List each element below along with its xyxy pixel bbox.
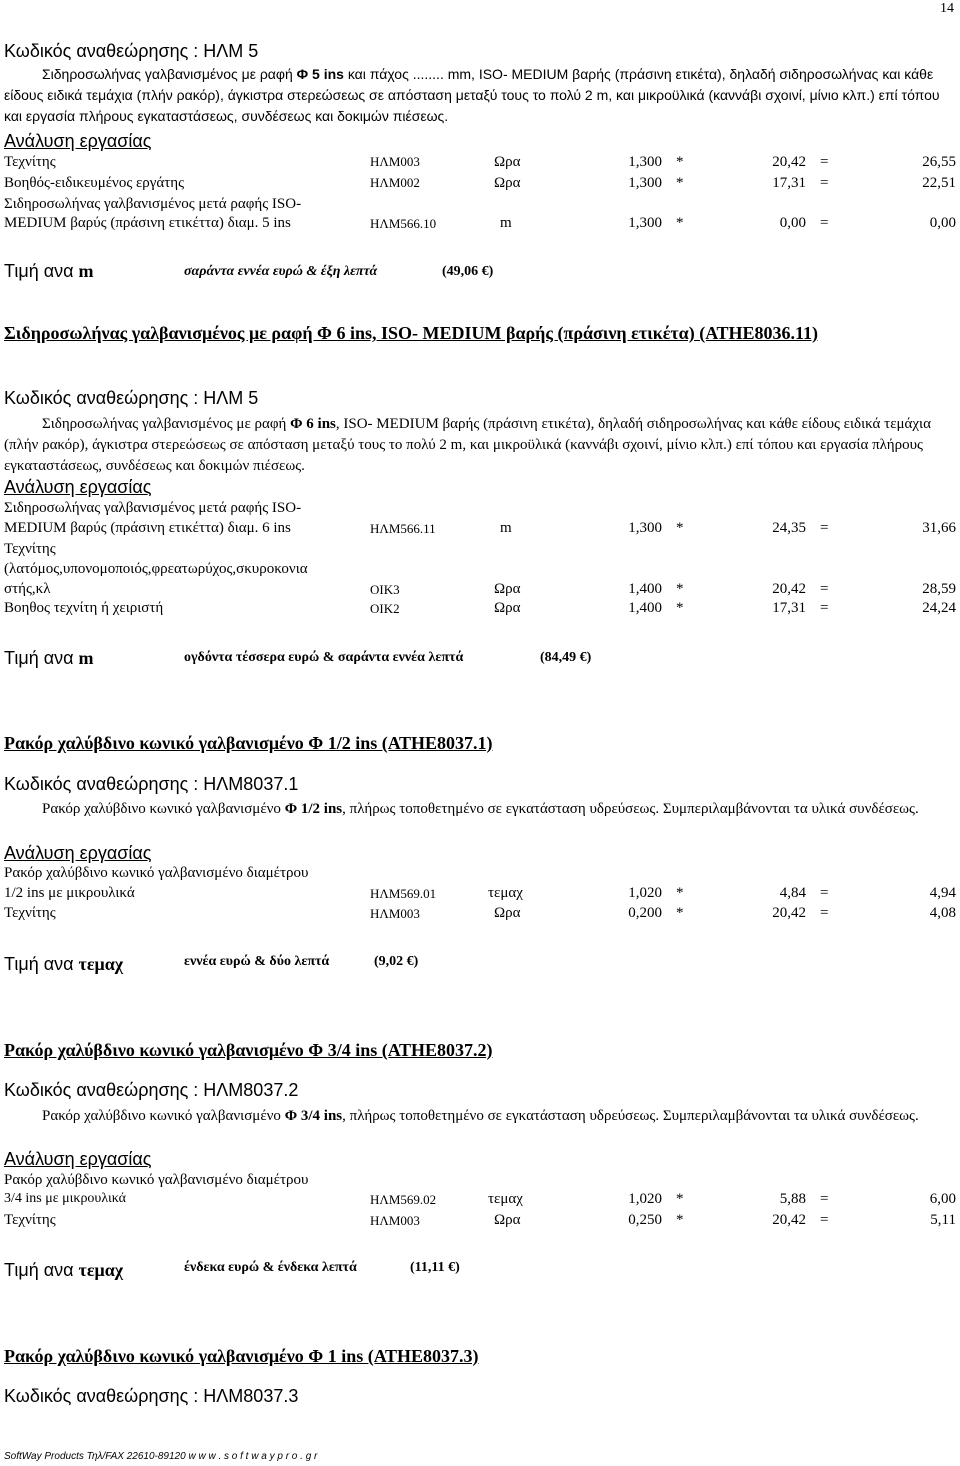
revision-code-line [4, 1079, 298, 1101]
revision-code-line [4, 773, 298, 795]
row-code: ΟΙΚ2 [370, 601, 400, 616]
price-label: Τιμή ανα [4, 648, 79, 668]
row-qty: 1,300 [628, 520, 662, 536]
description-text: Σιδηροσωλήνας γαλβανισμένος με ραφή [42, 66, 297, 82]
price-unit: τεμαχ [78, 1260, 124, 1280]
unit-price-line [4, 955, 123, 975]
description-text: , ISO- MEDIUM βαρής (πράσινη ετικέτα), δηλαδή σιδηροσωλήνας και κάθε είδους ειδικά τεμάχια (πλήν ρακόρ), άγκιστρα στερεώσεως σε απόσταση μεταξύ τους το πολύ 2 m, και μικροϋλικά (καννάβι σχοινί, μίνιο κλπ.) επί τόπου και εργασία πλήρους εγκαταστάσεως, συνδέσεως και δοκιμών πιέσεως. [4, 416, 931, 474]
row-unit: Ωρα [494, 154, 521, 170]
row-op: * [676, 175, 684, 191]
row-desc: Βοηθος τεχνίτη ή χειριστή [4, 600, 164, 616]
row-code: ΗΛΜ566.10 [370, 216, 437, 231]
row-eq: = [820, 175, 829, 191]
revision-code: ΗΛΜ8037.3 [203, 1386, 299, 1406]
price-words: ένδεκα ευρώ & ένδεκα λεπτά [184, 1260, 357, 1275]
row-qty: 1,020 [628, 1191, 662, 1207]
row-desc: Τεχνίτης [4, 154, 56, 170]
revision-label: Κωδικός αναθεώρησης : [4, 774, 204, 794]
page-number: 14 [940, 1, 954, 16]
row-price: 20,42 [772, 905, 806, 921]
row-desc: Σιδηροσωλήνας γαλβανισμένος μετά ραφής ISO- [4, 500, 302, 516]
revision-code-line [4, 1385, 298, 1407]
description-text: , πλήρως τοποθετημένο σε εγκατάσταση υδρεύσεως. Συμπεριλαμβάνονται τα υλικά συνδέσεως. [342, 801, 919, 817]
row-total: 6,00 [929, 1191, 956, 1207]
row-price: 5,88 [779, 1191, 806, 1207]
row-desc: Ρακόρ χαλύβδινο κωνικό γαλβανισμένο διαμέτρου [4, 1172, 309, 1188]
row-unit: Ωρα [494, 175, 521, 191]
row-desc: MEDIUM βαρύς (πράσινη ετικέττα) διαμ. 5 ins [4, 215, 291, 231]
row-op: * [676, 885, 684, 901]
price-unit: m [78, 648, 94, 668]
row-eq: = [820, 154, 829, 170]
row-total: 26,55 [922, 154, 956, 170]
row-code: ΗΛΜ569.02 [370, 1192, 437, 1207]
unit-price-line [4, 1261, 123, 1281]
row-eq: = [820, 885, 829, 901]
row-price: 17,31 [772, 175, 806, 191]
row-qty: 1,020 [628, 885, 662, 901]
row-desc: (λατόμος,υπονομοποιός,φρεατωρύχος,σκυροκονια [4, 561, 308, 577]
revision-label: Κωδικός αναθεώρησης : [4, 388, 204, 408]
row-unit: Ωρα [494, 581, 521, 597]
revision-code-line [4, 40, 258, 62]
row-total: 4,08 [929, 905, 956, 921]
row-unit: τεμαχ [488, 885, 523, 901]
description-bold: Φ 1/2 ins [284, 801, 343, 817]
row-unit: Ωρα [494, 600, 521, 616]
row-desc: Τεχνίτης [4, 541, 56, 557]
row-desc: Σιδηροσωλήνας γαλβανισμένος μετά ραφής ISO- [4, 196, 302, 212]
revision-code: ΗΛΜ 5 [203, 41, 259, 61]
row-desc: Ρακόρ χαλύβδινο κωνικό γαλβανισμένο διαμέτρου [4, 865, 309, 881]
row-price: 0,00 [779, 215, 806, 231]
revision-label: Κωδικός αναθεώρησης : [4, 1080, 204, 1100]
revision-code: ΗΛΜ8037.1 [203, 774, 299, 794]
row-total: 24,24 [922, 600, 956, 616]
description-bold: Φ 6 ins [290, 416, 336, 432]
row-eq: = [820, 581, 829, 597]
row-eq: = [820, 1191, 829, 1207]
row-code: ΗΛΜ003 [370, 154, 420, 169]
row-desc: 3/4 ins με μικρουλικά [4, 1191, 127, 1206]
row-eq: = [820, 520, 829, 536]
section-heading: Ρακόρ χαλύβδινο κωνικό γαλβανισμένο Φ 3/4 ins (ΑΤΗΕ8037.2) [4, 1040, 493, 1060]
row-qty: 1,300 [628, 154, 662, 170]
section-description [4, 414, 956, 477]
row-code: ΟΙΚ3 [370, 582, 400, 597]
row-total: 28,59 [922, 581, 956, 597]
row-desc: Τεχνίτης [4, 1212, 56, 1228]
row-qty: 1,400 [628, 581, 662, 597]
row-op: * [676, 600, 684, 616]
price-number: (49,06 €) [442, 264, 494, 279]
revision-code: ΗΛΜ8037.2 [203, 1080, 299, 1100]
row-price: 24,35 [772, 520, 806, 536]
row-op: * [676, 581, 684, 597]
row-eq: = [820, 1212, 829, 1228]
row-op: * [676, 215, 684, 231]
analysis-heading: Ανάλυση εργασίας [4, 477, 152, 497]
section-heading: Σιδηροσωλήνας γαλβανισμένος με ραφή Φ 6 ins, ISO- MEDIUM βαρής (πράσινη ετικέτα) (ΑΤΗΕ8036.11) [4, 323, 818, 343]
row-eq: = [820, 905, 829, 921]
row-code: ΗΛΜ569.01 [370, 886, 437, 901]
row-qty: 0,200 [628, 905, 662, 921]
revision-code: ΗΛΜ 5 [203, 388, 259, 408]
row-qty: 1,300 [628, 215, 662, 231]
analysis-heading: Ανάλυση εργασίας [4, 131, 152, 151]
price-label: Τιμή ανα [4, 1260, 79, 1280]
description-text: και πάχος ........ mm, ISO- MEDIUM βαρής (πράσινη ετικέτα), δηλαδή σιδηροσωλήνας και κάθε είδους ειδικά τεμάχια (πλήν ρακόρ), άγκιστρα στερεώσεως σε απόσταση μεταξύ τους το πολύ 2 m, και μικροϋλικά (καννάβι σχοινί, μίνιο κλπ.) επί τόπου και εργασία πλήρους εγκαταστάσεως, συνδέσεως και δοκιμών πιέσεως. [4, 66, 940, 124]
analysis-heading: Ανάλυση εργασίας [4, 1149, 152, 1169]
row-qty: 1,300 [628, 175, 662, 191]
description-text: Σιδηροσωλήνας γαλβανισμένος με ραφή [42, 416, 291, 432]
row-unit: m [500, 520, 512, 536]
row-desc: 1/2 ins με μικρουλικά [4, 885, 135, 901]
revision-label: Κωδικός αναθεώρησης : [4, 1386, 204, 1406]
row-desc: MEDIUM βαρύς (πράσινη ετικέττα) διαμ. 6 ins [4, 520, 291, 536]
row-code: ΗΛΜ002 [370, 175, 420, 190]
row-op: * [676, 1212, 684, 1228]
price-words: ογδόντα τέσσερα ευρώ & σαράντα εννέα λεπτά [184, 650, 464, 665]
price-number: (9,02 €) [374, 954, 419, 969]
price-label: Τιμή ανα [4, 261, 79, 281]
price-unit: τεμαχ [78, 954, 124, 974]
unit-price-line [4, 262, 94, 282]
row-unit: τεμαχ [488, 1191, 523, 1207]
unit-price-line [4, 649, 94, 669]
row-unit: Ωρα [494, 905, 521, 921]
price-number: (11,11 €) [410, 1260, 460, 1275]
row-eq: = [820, 600, 829, 616]
row-op: * [676, 154, 684, 170]
row-code: ΗΛΜ003 [370, 906, 420, 921]
row-price: 17,31 [772, 600, 806, 616]
row-op: * [676, 1191, 684, 1207]
price-words: εννέα ευρώ & δύο λεπτά [184, 954, 330, 969]
section-description [4, 1106, 956, 1127]
revision-label: Κωδικός αναθεώρησης : [4, 41, 204, 61]
description-text: Ρακόρ χαλύβδινο κωνικό γαλβανισμένο [42, 1108, 285, 1124]
row-price: 20,42 [772, 581, 806, 597]
row-total: 0,00 [929, 215, 956, 231]
row-unit: Ωρα [494, 1212, 521, 1228]
row-total: 22,51 [922, 175, 956, 191]
description-text: Ρακόρ χαλύβδινο κωνικό γαλβανισμένο [42, 801, 285, 817]
section-heading: Ρακόρ χαλύβδινο κωνικό γαλβανισμένο Φ 1 ins (ΑΤΗΕ8037.3) [4, 1346, 479, 1366]
row-price: 4,84 [779, 885, 806, 901]
price-label: Τιμή ανα [4, 954, 79, 974]
row-desc: Βοηθός-ειδικευμένος εργάτης [4, 175, 185, 191]
price-number: (84,49 €) [540, 650, 592, 665]
row-code: ΗΛΜ003 [370, 1213, 420, 1228]
row-qty: 1,400 [628, 600, 662, 616]
price-words: σαράντα εννέα ευρώ & έξη λεπτά [184, 264, 378, 279]
footer-text: SoftWay Products Τηλ/FAX 22610-89120 w w w . s o f t w a y p r o . g r [4, 1451, 318, 1462]
row-qty: 0,250 [628, 1212, 662, 1228]
section-heading: Ρακόρ χαλύβδινο κωνικό γαλβανισμένο Φ 1/2 ins (ΑΤΗΕ8037.1) [4, 733, 493, 753]
description-bold: Φ 3/4 ins [284, 1108, 343, 1124]
analysis-heading: Ανάλυση εργασίας [4, 843, 152, 863]
description-bold: Φ 5 ins [296, 66, 344, 82]
description-text: , πλήρως τοποθετημένο σε εγκατάσταση υδρεύσεως. Συμπεριλαμβάνονται τα υλικά συνδέσεως. [342, 1108, 919, 1124]
row-price: 20,42 [772, 154, 806, 170]
row-price: 20,42 [772, 1212, 806, 1228]
row-desc: στής,κλ [4, 581, 51, 597]
section-description [4, 799, 956, 820]
row-total: 4,94 [929, 885, 956, 901]
row-eq: = [820, 215, 829, 231]
price-unit: m [78, 261, 94, 281]
row-desc: Τεχνίτης [4, 905, 56, 921]
row-code: ΗΛΜ566.11 [370, 521, 436, 536]
row-total: 31,66 [922, 520, 956, 536]
section-description [4, 64, 956, 127]
row-op: * [676, 905, 684, 921]
revision-code-line [4, 387, 258, 409]
row-unit: m [500, 215, 512, 231]
row-total: 5,11 [930, 1212, 956, 1228]
row-op: * [676, 520, 684, 536]
